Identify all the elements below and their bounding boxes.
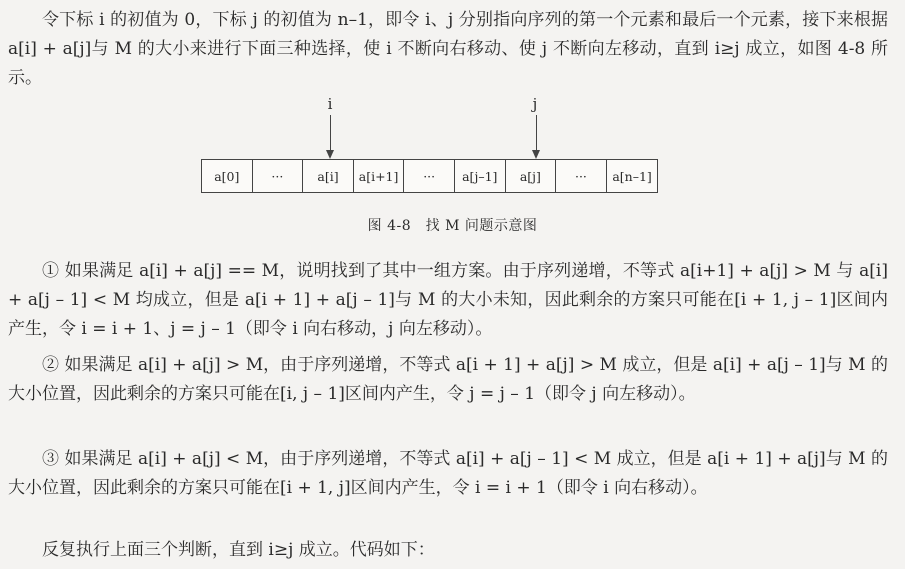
array-cell: a[j] [506,160,557,192]
array-cells [201,159,658,193]
array-cell: ··· [253,160,304,192]
array-figure [0,95,905,245]
case-1-paragraph: ① 如果满足 a[i] + a[j] == M，说明找到了其中一组方案。由于序列递增，不等式 a[i+1] + a[j] > M 与 a[i] + a[j – 1] < M 均成立，但是 a[i + 1] + a[j – 1]与 M 的大小未知，因此剩余的方案只可能在[i + 1, j – 1]区间内产生，令 i = i + 1、j = j – 1（即令 i 向右移动，j 向左移动）。 [8,261,888,339]
pointer-i-arrowhead [326,150,334,159]
array-cell: a[i+1] [354,160,405,192]
case-2-paragraph: ② 如果满足 a[i] + a[j] > M，由于序列递增，不等式 a[i + 1] + a[j] > M 成立，但是 a[i] + a[j – 1]与 M 的大小位置，因此剩余的方案只可能在[i, j – 1]区间内产生，令 j = j – 1（即令 j 向左移动）。 [8,355,888,404]
array-cell: a[i] [303,160,354,192]
pointer-j-label: j [532,95,538,113]
pointer-i-label: i [327,95,333,113]
array-cell: a[0] [202,160,253,192]
pointer-i-arrow-line [330,115,331,151]
pointer-j-arrow-line [536,115,537,151]
pointer-j-arrowhead [532,150,540,159]
intro-paragraph: 令下标 i 的初值为 0，下标 j 的初值为 n–1，即令 i、j 分别指向序列的第一个元素和最后一个元素，接下来根据 a[i] + a[j]与 M 的大小来进行下面三种选择，使 i 不断向右移动、使 j 不断向左移动，直到 i≥j 成立，如图 4-8 所示。 [8,10,888,88]
array-cell: ··· [556,160,607,192]
case-3-paragraph: ③ 如果满足 a[i] + a[j] < M，由于序列递增，不等式 a[i] + a[j – 1] < M 成立，但是 a[i + 1] + a[j]与 M 的大小位置，因此剩余的方案只可能在[i + 1, j]区间内产生，令 i = i + 1（即令 i 向右移动）。 [8,449,888,498]
array-cell: ··· [404,160,455,192]
conclusion-paragraph: 反复执行上面三个判断，直到 i≥j 成立。代码如下： [42,540,435,560]
array-cell: a[n–1] [612,168,652,184]
figure-caption: 图 4-8 找 M 问题示意图 [367,218,538,234]
array-cell: a[j–1] [455,160,506,192]
